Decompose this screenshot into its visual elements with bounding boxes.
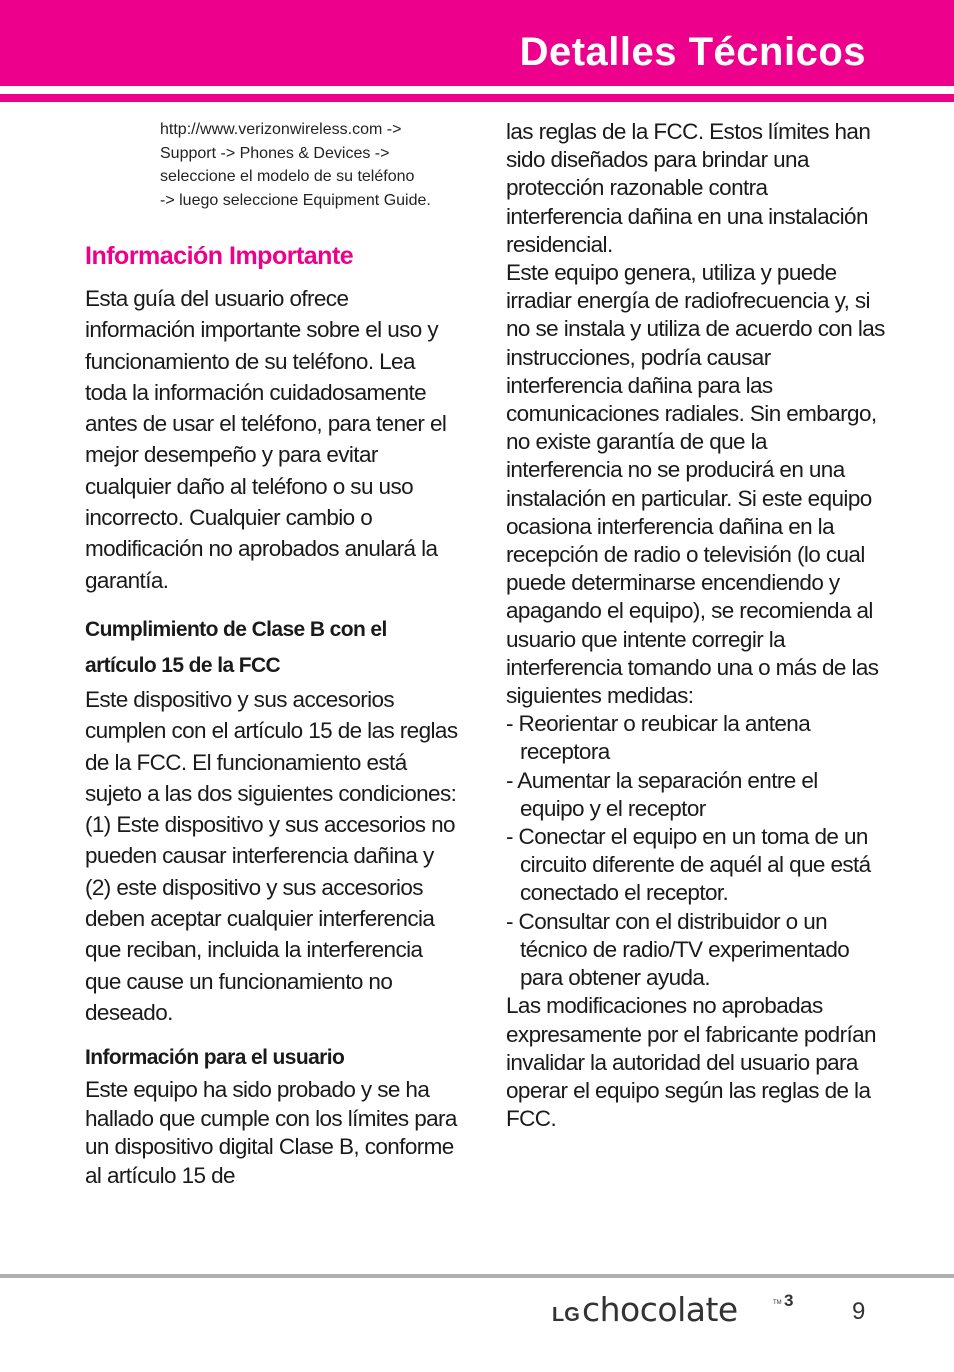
url-note [160, 118, 460, 212]
footer-divider [0, 1274, 954, 1278]
list-item: - Reorientar o reubicar la antena receptora [506, 711, 811, 765]
left-column [85, 118, 460, 1190]
url-note-line: http://www.verizonwireless.com -> [160, 121, 402, 138]
header-bar [0, 0, 954, 86]
user-info-paragraph: Este equipo ha sido probado y se ha hallado que cumple con los límites para un dispositivo digital Clase B, conforme al artículo 15 de [85, 1077, 457, 1188]
continuation-paragraph: las reglas de la FCC. Estos límites han sido diseñados para brindar una protección razonable contra interferencia dañina en una instalación residencial. [506, 119, 871, 257]
url-note-line: -> luego seleccione Equipment Guide. [160, 191, 431, 209]
header-divider [0, 94, 954, 102]
section-heading: Información Importante [85, 242, 354, 270]
page-number: 9 [852, 1298, 866, 1325]
closing-paragraph: Las modificaciones no aprobadas expresamente por el fabricante podrían invalidar la autoridad del usuario para operar el equipo según las reglas de la FCC. [506, 993, 876, 1132]
url-note-line: seleccione el modelo de su teléfono [160, 168, 415, 185]
fcc-paragraph: Este dispositivo y sus accesorios cumplen con el artículo 15 de las reglas de la FCC. El funcionamiento está sujeto a las dos siguientes condiciones: (1) Este dispositivo y sus accesorios no pueden causar interferencia dañina y (2) este dispositivo y sus accesorios deben aceptar cualquier interferencia que reciban, incluida la interferencia que cause un funcionamiento no deseado. [85, 686, 458, 1025]
list-item: - Conectar el equipo en un toma de un circuito diferente de aquél al que está conectado el receptor. [506, 824, 871, 906]
page-title: Detalles Técnicos [519, 30, 866, 74]
lg-chocolate-logo [552, 1284, 802, 1332]
logo-tm-text: TM [773, 1300, 782, 1306]
fcc-heading: Cumplimiento de Clase B con el artículo 15 de la FCC [85, 617, 387, 677]
logo-chocolate-text: chocolate [582, 1290, 738, 1329]
user-info-heading: Información para el usuario [85, 1046, 345, 1070]
measures-list [506, 710, 886, 992]
logo-version-text: 3 [784, 1291, 794, 1310]
logo-lg-text: LG [552, 1304, 580, 1326]
list-item: - Aumentar la separación entre el equipo y el receptor [506, 767, 818, 821]
right-column [506, 118, 886, 1133]
list-item: - Consultar con el distribuidor o un técnico de radio/TV experimentado para obtener ayuda. [506, 908, 850, 991]
interference-paragraph: Este equipo genera, utiliza y puede irradiar energía de radiofrecuencia y, si no se instala y utiliza de acuerdo con las instrucciones, podría causar interferencia dañina para las comunicaciones radiales. Sin embargo, no existe garantía de que la interferencia no se producirá en una instalación en particular. Si este equipo ocasiona interferencia dañina en la recepción de radio o televisión (lo cual puede determinarse encendiendo y apagando el equipo), se recomienda al usuario que intente corregir la interferencia tomando una o más de las siguientes medidas: [506, 260, 885, 709]
intro-paragraph: Esta guía del usuario ofrece información importante sobre el uso y funcionamiento de su teléfono. Lea toda la información cuidadosamente antes de usar el teléfono, para tener el mejor desempeño y para evitar cualquier daño al teléfono o su uso incorrecto. Cualquier cambio o modificación no aprobados anulará la garantía. [85, 286, 447, 593]
url-note-line: Support -> Phones & Devices -> [160, 144, 390, 162]
